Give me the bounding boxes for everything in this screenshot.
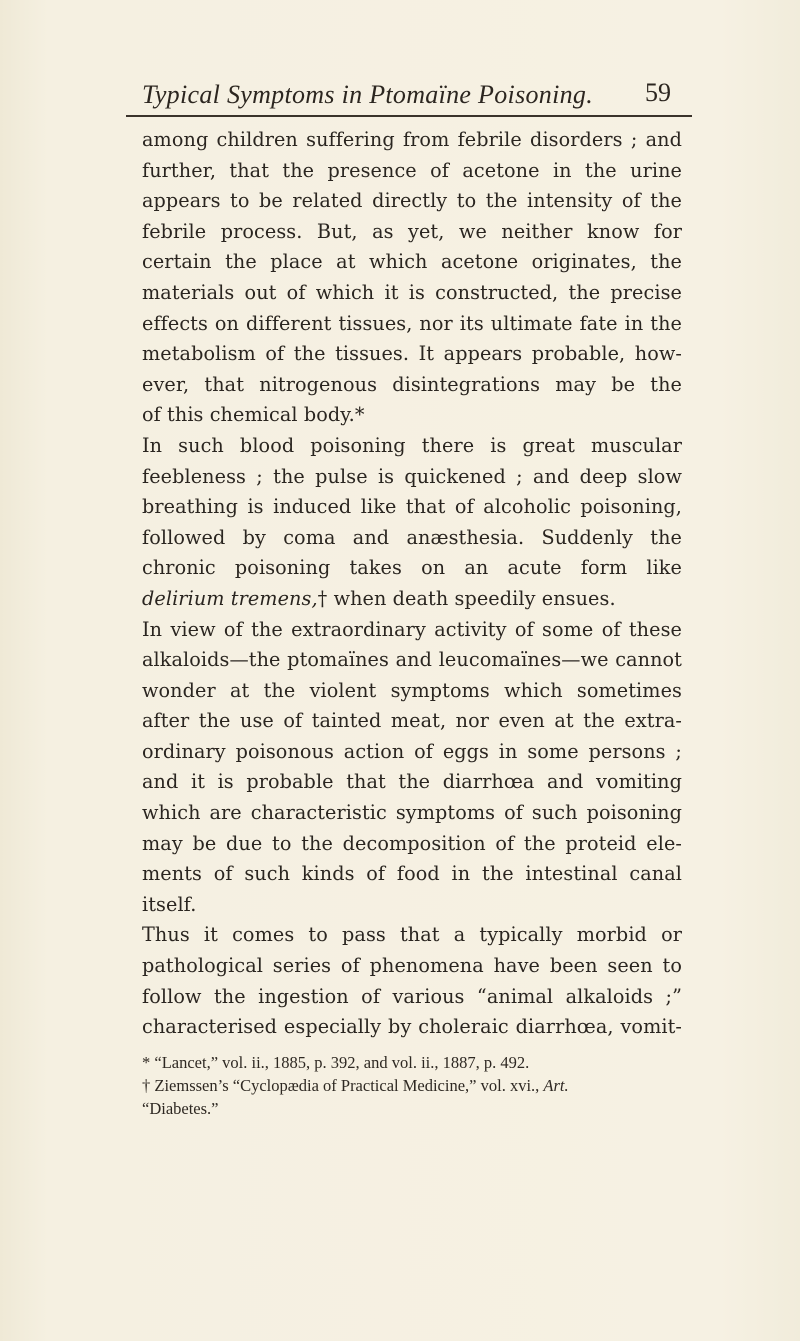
text-line: febrile process. But, as yet, we neither know for xyxy=(142,219,682,243)
page-header xyxy=(0,76,800,116)
footnote-1: * “Lancet,” vol. ii., 1885, p. 392, and vol. ii., 1887, p. 492. xyxy=(142,1053,530,1072)
text-fragment: † when death speedily ensues. xyxy=(317,586,616,610)
text-line: after the use of tainted meat, nor even at the extra- xyxy=(142,709,682,733)
text-line: chronic poisoning takes on an acute form like xyxy=(142,556,682,580)
page-number: 59 xyxy=(645,78,671,107)
text-line: further, that the presence of acetone in the urine xyxy=(142,158,682,182)
text-line: metabolism of the tissues. It appears probable, how- xyxy=(142,342,682,366)
text-line: In such blood poisoning there is great muscular xyxy=(142,433,682,457)
text-line: ever, that nitrogenous disintegrations may be the xyxy=(142,372,682,396)
text-line: of this chemical body.* xyxy=(142,403,365,427)
text-line: follow the ingestion of various “animal alkaloids ;” xyxy=(142,984,682,1008)
footnote-2-continued: “Diabetes.” xyxy=(142,1099,219,1118)
text-line: among children suffering from febrile disorders ; and xyxy=(142,128,682,151)
italic-term: delirium tremens, xyxy=(142,586,318,610)
text-line: which are characteristic symptoms of such poisoning xyxy=(142,801,682,825)
text-line: wonder at the violent symptoms which sometimes xyxy=(142,678,682,702)
header-rule xyxy=(126,115,692,117)
text-line: alkaloids—the ptomaïnes and leucomaïnes—we cannot xyxy=(142,648,682,672)
footnote-2 xyxy=(142,1074,682,1097)
text-line: materials out of which it is constructed, the precise xyxy=(142,280,682,304)
text-line: In view of the extraordinary activity of some of these xyxy=(142,617,682,641)
text-line: breathing is induced like that of alcoholic poisoning, xyxy=(142,495,682,519)
text-line: appears to be related directly to the intensity of the xyxy=(142,189,682,213)
footnote-2-text: † Ziemssen’s “Cyclopædia of Practical Medicine,” vol. xvi., xyxy=(142,1076,540,1095)
text-line: ments of such kinds of food in the intestinal canal xyxy=(142,862,682,886)
footnotes xyxy=(142,1051,682,1120)
text-line: may be due to the decomposition of the proteid ele- xyxy=(142,831,682,855)
text-line xyxy=(142,584,682,615)
body-text xyxy=(142,125,682,1043)
text-line: and it is probable that the diarrhœa and vomiting xyxy=(142,770,682,794)
text-line: effects on different tissues, nor its ultimate fate in the xyxy=(142,311,682,335)
text-line: Thus it comes to pass that a typically morbid or xyxy=(142,923,682,947)
text-line: feebleness ; the pulse is quickened ; and deep slow xyxy=(142,464,682,488)
footnote-2-art: Art. xyxy=(543,1076,569,1095)
text-line: pathological series of phenomena have been seen to xyxy=(142,954,682,978)
text-line: followed by coma and anæsthesia. Suddenly the xyxy=(142,525,682,549)
running-title: Typical Symptoms in Ptomaïne Poisoning. xyxy=(142,80,594,109)
text-line: itself. xyxy=(142,892,197,916)
text-line: certain the place at which acetone originates, the xyxy=(142,250,682,274)
text-line: ordinary poisonous action of eggs in some persons ; xyxy=(142,739,682,763)
text-line: characterised especially by choleraic diarrhœa, vomit- xyxy=(142,1015,682,1039)
